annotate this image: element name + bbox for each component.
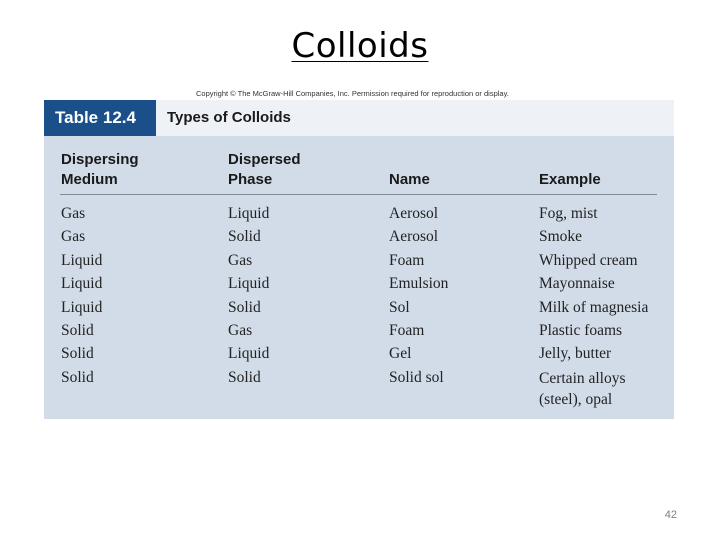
cell-phase: Liquid <box>228 345 270 363</box>
cell-medium: Gas <box>61 228 86 246</box>
table-row <box>44 225 674 248</box>
table-row <box>44 319 674 342</box>
cell-name: Emulsion <box>389 275 449 293</box>
cell-example: Milk of magnesia <box>539 298 649 316</box>
column-header-line: Dispersed <box>228 151 301 168</box>
column-header-example <box>539 170 601 190</box>
cell-phase: Solid <box>228 228 261 246</box>
column-header-line: Example <box>539 171 601 188</box>
cell-example: Fog, mist <box>539 205 598 222</box>
table-row <box>44 366 674 410</box>
table-row <box>44 202 674 225</box>
cell-name: Gel <box>389 345 412 363</box>
cell-example: Smoke <box>539 228 583 246</box>
table-row <box>44 272 674 295</box>
cell-example: Whipped cream <box>539 251 638 269</box>
column-header-dispersing-medium <box>61 150 139 190</box>
cell-phase: Solid <box>228 368 261 386</box>
cell-name: Aerosol <box>389 228 439 246</box>
cell-name: Aerosol <box>389 205 439 222</box>
cell-example: Jelly, butter <box>539 345 612 363</box>
cell-medium: Solid <box>61 368 94 386</box>
cell-medium: Solid <box>61 345 94 363</box>
column-header-dispersed-phase <box>228 150 301 190</box>
cell-phase: Solid <box>228 298 261 316</box>
column-header-line: Phase <box>228 171 273 188</box>
cell-example: Certain alloys (steel), opal <box>539 369 626 408</box>
cell-phase: Liquid <box>228 205 270 222</box>
page-number: 42 <box>664 509 677 521</box>
slide-title: Colloids <box>291 26 429 66</box>
table-row <box>44 342 674 365</box>
copyright-notice: Copyright © The McGraw-Hill Companies, Inc. Permission required for reproduction or display. <box>196 89 509 98</box>
cell-example: Mayonnaise <box>539 275 615 293</box>
table-body <box>44 202 674 410</box>
cell-medium: Liquid <box>61 275 103 293</box>
cell-name: Sol <box>389 298 410 316</box>
table-caption: Types of Colloids <box>167 109 291 126</box>
cell-medium: Liquid <box>61 251 103 269</box>
column-header-line: Dispersing <box>61 151 139 168</box>
cell-example: Plastic foams <box>539 321 623 339</box>
table-header-bar <box>44 100 674 136</box>
table-number: Table 12.4 <box>44 100 156 136</box>
column-header-name <box>389 170 430 190</box>
table-row <box>44 296 674 319</box>
cell-medium: Gas <box>61 205 86 222</box>
column-header-line: Medium <box>61 171 118 188</box>
colloids-table <box>44 100 674 419</box>
cell-medium: Liquid <box>61 298 103 316</box>
cell-phase: Liquid <box>228 275 270 293</box>
header-rule <box>60 194 657 195</box>
cell-phase: Gas <box>228 251 253 269</box>
column-header-line: Name <box>389 171 430 188</box>
cell-phase: Gas <box>228 321 253 339</box>
cell-name: Foam <box>389 251 425 269</box>
cell-name: Foam <box>389 321 425 339</box>
cell-name: Solid sol <box>389 368 444 386</box>
table-row <box>44 249 674 272</box>
cell-medium: Solid <box>61 321 94 339</box>
